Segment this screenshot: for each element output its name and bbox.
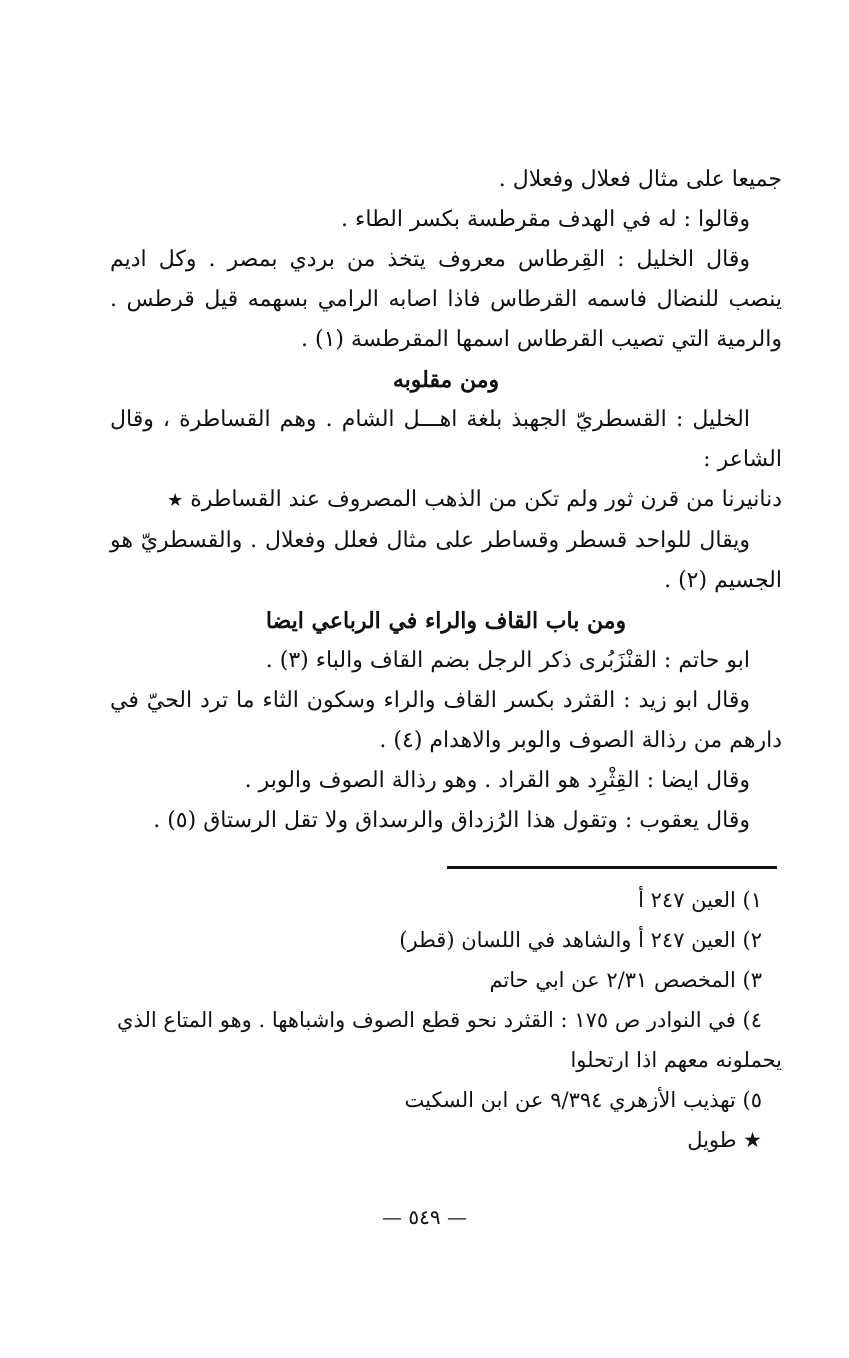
paragraph-5: ويقال للواحد قسطر وقساطر على مثال فعلل وفعلال . والقسطريّ هو الجسيم (٢) .: [110, 528, 782, 593]
paragraph-9: وقال يعقوب : وتقول هذا الرُزداق والرسداق ولا تقل الرستاق (٥) .: [153, 808, 750, 833]
main-text: [110, 160, 782, 841]
footnote-2: ٢) العين ٢٤٧ أ والشاهد في اللسان (قطر): [399, 928, 762, 952]
paragraph-3: وقال الخليل : القِرطاس معروف يتخذ من بردي بمصر . وكل اديم ينصب للنضال فاسمه القرطاس فاذا اصابه الرامي بسهمه قيل قرطس . والرمية التي تصيب القرطاس اسمها المقرطسة (١) .: [110, 247, 782, 352]
paragraph-6: ابو حاتم : القنْزَبُرى ذكر الرجل بضم القاف والباء (٣) .: [265, 648, 750, 673]
verse-text: دنانيرنا من قرن ثور ولم تكن من الذهب المصروف عند القساطرة: [190, 487, 782, 512]
paragraph-4: الخليل : القسطريّ الجهبذ بلغة اهـــل الشام . وهم القساطرة ، وقال الشاعر :: [110, 407, 782, 472]
poetry-verse: [110, 480, 782, 521]
section-heading-qaf-ra: ومن باب القاف والراء في الرباعي ايضا: [265, 608, 627, 634]
verse-star-mark: ★: [167, 490, 184, 511]
footnote-divider: [447, 866, 777, 869]
paragraph-2: وقالوا : له في الهدف مقرطسة بكسر الطاء .: [341, 207, 750, 232]
page-number: — ٥٤٩ —: [382, 1205, 467, 1229]
section-heading-maqlub: ومن مقلوبه: [392, 367, 500, 393]
paragraph-8: وقال ايضا : القِثْرِد هو القراد . وهو رذالة الصوف والوبر .: [244, 768, 750, 793]
footnote-1: ١) العين ٢٤٧ أ: [638, 888, 762, 912]
footnotes: [110, 880, 782, 1160]
meter-note: ★ طويل: [687, 1128, 762, 1152]
paragraph-7: وقال ابو زيد : القثرد بكسر القاف والراء وسكون الثاء ما ترد الحيّ في دارهم من رذالة الصوف والوبر والاهدام (٤) .: [110, 688, 782, 753]
footnote-3: ٣) المخصص ٢/٣١ عن ابي حاتم: [489, 968, 762, 992]
footnote-5: ٥) تهذيب الأزهري ٩/٣٩٤ عن ابن السكيت: [404, 1088, 762, 1112]
paragraph-1: جميعا على مثال فعلال وفعلال .: [498, 167, 782, 192]
footnote-4: ٤) في النوادر ص ١٧٥ : القثرد نحو قطع الصوف واشباهها . وهو المتاع الذي يحملونه معهم اذا ارتحلوا: [117, 1008, 782, 1072]
